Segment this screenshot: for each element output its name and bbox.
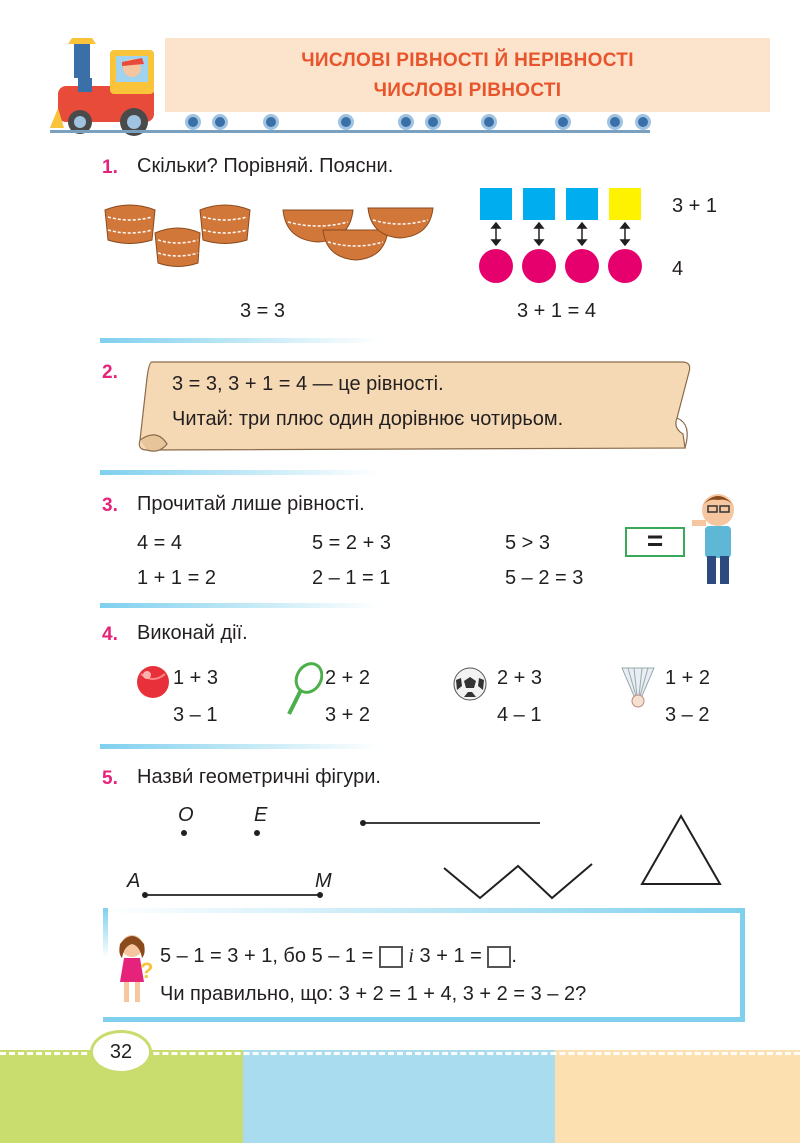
pink-circle [479,249,513,283]
task-number: 4. [102,624,118,645]
expression: 5 = 2 + 3 [312,532,391,554]
section-divider [100,744,380,749]
scroll-text-line1: 3 = 3, 3 + 1 = 4 — це рівності. [172,373,444,395]
point-label-a: A [127,870,141,892]
wheel-icon [481,114,497,130]
expression: 4 = 4 [137,532,183,554]
blue-square [480,188,512,220]
double-arrows [489,222,639,246]
expression: 5 – 2 = 3 [505,567,584,589]
scroll-text-line2: Читай: три плюс один дорівнює чотирьом. [172,408,564,430]
wheel-icon [607,114,623,130]
baskets-illustration [100,195,260,275]
lesson-title: ЧИСЛОВІ РІВНОСТІ [373,80,562,101]
answer-box[interactable] [487,946,511,968]
section-divider [100,470,380,475]
rail-line [50,130,650,133]
point-e [254,830,260,836]
expression: 3 – 1 [173,704,218,726]
bonus-frame-top [103,908,745,913]
wheel-icon [425,114,441,130]
expression: 1 + 1 = 2 [137,567,216,589]
chapter-title: ЧИСЛОВІ РІВНОСТІ Й НЕРІВНОСТІ [301,50,634,71]
pink-circle [522,249,556,283]
shuttlecock-icon [620,664,656,710]
ball-icon [135,664,171,700]
page-number: 32 [90,1030,152,1074]
answer-box[interactable] [379,946,403,968]
point-label-m: M [315,870,332,892]
task-instruction: Назви́ геометричні фігури. [137,766,381,788]
section-divider [100,603,380,608]
bonus-line2: Чи правильно, що: 3 + 2 = 1 + 4, 3 + 2 = 3 – 2? [160,983,587,1005]
blue-square [523,188,555,220]
wheel-icon [635,114,651,130]
point-label-o: O [178,804,194,826]
wheel-icon [398,114,414,130]
polyline-shape [440,858,600,904]
boy-illustration [688,490,748,590]
footer-band-blue [243,1050,555,1143]
task-instruction: Прочитай лише рівності. [137,493,365,515]
point-o [181,830,187,836]
task-number: 1. [102,157,118,178]
equality-right: 3 + 1 = 4 [517,300,596,322]
wheel-icon [185,114,201,130]
task-number: 5. [102,768,118,789]
expression: 5 > 3 [505,532,551,554]
bonus-text: 3 + 1 = [419,945,482,967]
expression: 2 – 1 = 1 [312,567,391,589]
footer-band-orange [555,1050,800,1143]
expression: 3 – 2 [665,704,710,726]
svg-text:?: ? [140,958,154,983]
bowls-illustration [278,200,438,270]
circles-label: 4 [672,258,684,280]
expression: 3 + 2 [325,704,371,726]
task-number: 2. [102,362,118,383]
train-illustration [50,38,170,138]
pink-circle [608,249,642,283]
expression: 1 + 2 [665,667,711,689]
expression: 2 + 2 [325,667,371,689]
wheel-icon [263,114,279,130]
point-label-e: E [254,804,268,826]
squares-label: 3 + 1 [672,195,718,217]
expression: 4 – 1 [497,704,542,726]
task-instruction: Скільки? Порівняй. Поясни. [137,155,394,177]
segment-shape [138,887,328,903]
wheel-icon [212,114,228,130]
wheel-icon [555,114,571,130]
wheel-icon [338,114,354,130]
bonus-text: 5 – 1 = 3 + 1, бо 5 – 1 = [160,945,374,967]
soccer-ball-icon [452,666,488,702]
task-number: 3. [102,495,118,516]
blue-square [566,188,598,220]
equality-left: 3 = 3 [240,300,286,322]
racket-icon [283,662,323,718]
bonus-text: . [511,945,517,967]
triangle-shape [638,812,724,888]
expression: 1 + 3 [173,667,219,689]
conjunction-text: і [408,945,414,967]
ray-shape [355,815,545,831]
pink-circle [565,249,599,283]
bonus-line1 [160,945,517,968]
expression: 2 + 3 [497,667,543,689]
yellow-square [609,188,641,220]
girl-illustration [112,932,154,1008]
task-instruction: Виконай дії. [137,622,248,644]
section-divider [100,338,380,343]
bonus-frame-left [103,908,108,958]
equals-sign-card: = [625,527,685,557]
